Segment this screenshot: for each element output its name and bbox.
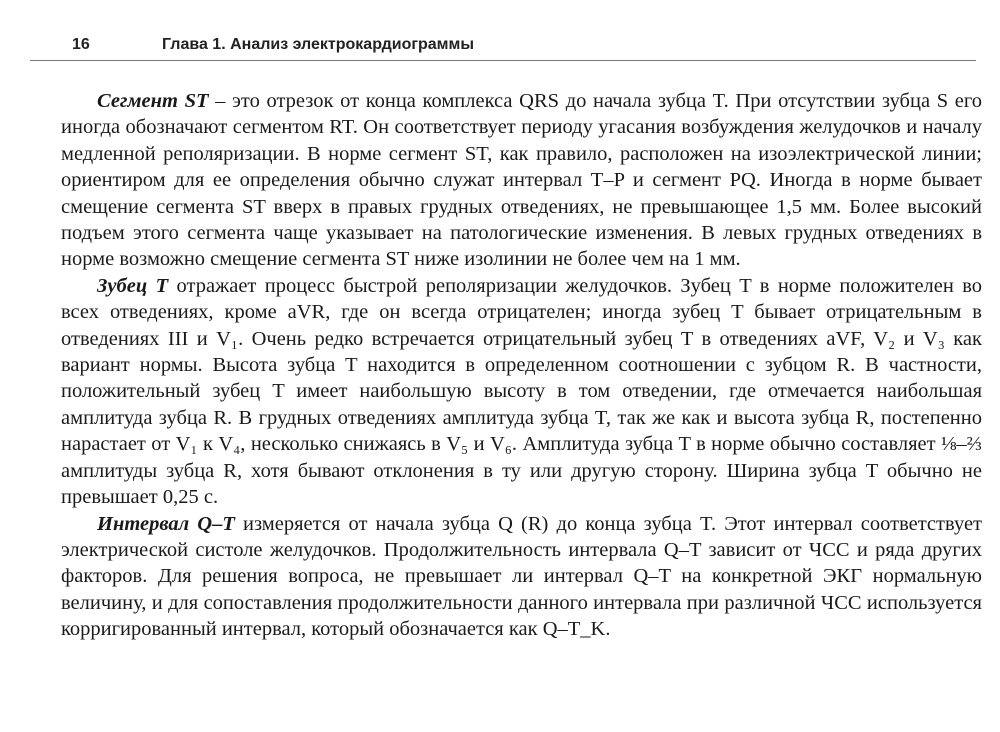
paragraph-text: измеряется от начала зубца Q (R) до конца зубца T. Этот интервал соответствует электрической систоле желудочков. Продолжительность интервала Q–T зависит от ЧСС и ряда других факторов. Для решения вопроса, не превышает ли интервал Q–T на конкретной ЭКГ нормальную величину, и для сопоставления продолжительности данного интервала при различной ЧСС используется корригированный интервал, который обозначается как Q–T_K. — [61, 512, 983, 641]
term-st-segment: Сегмент ST — [97, 90, 209, 112]
paragraph-text: отражает процесс быстрой реполяризации желудочков. Зубец T в норме положителен во всех отведениях, кроме aVR, где он всегда отрицателен; иногда зубец T бывает отрицательным в отведениях III и V₁. Очень редко встречается отрицательный зубец T в отведениях aVF, V₂ и V₃ как вариант нормы. Высота зубца T находится в определенном соотношении с зубцом R. В частности, положительный зубец T имеет наибольшую высоту в том отведении, где отмечается наибольшая амплитуда зубца R. В грудных отведениях амплитуда зубца T, так же как и высота зубца R, постепенно нарастает от V₁ к V₄, несколько снижаясь в V₅ и V₆. Амплитуда зубца T в норме обычно составляет ⅛–⅔ амплитуды зубца R, хотя бывают отклонения в ту или другую сторону. Ширина зубца T обычно не превышает 0,25 с. — [61, 274, 983, 509]
term-t-wave: Зубец T — [97, 274, 169, 297]
paragraph-text: – это отрезок от конца комплекса QRS до начала зубца T. При отсутствии зубца S его иногда обозначают сегментом RT. Он соответствует периоду угасания возбуждения желудочков и началу медленной реполяризации. В норме сегмент ST, как правило, расположен на изоэлектрической линии; ориентиром для ее определения обычно служат интервал T–P и сегмент PQ. Иногда в норме бывает смещение сегмента ST вверх в правых грудных отведениях, не превышающее 1,5 мм. Более высокий подъем этого сегмента чаще указывает на патологические изменения. В левых грудных отведениях в норме возможно смещение сегмента ST ниже изолинии не более чем на 1 мм. — [61, 90, 983, 271]
chapter-title: Глава 1. Анализ электрокардиограммы — [162, 36, 475, 53]
paragraph-st-segment — [61, 88, 982, 273]
header-divider — [30, 60, 976, 61]
paragraph-qt-interval — [61, 511, 982, 643]
paragraph-t-wave — [61, 273, 982, 511]
body-text — [61, 88, 982, 643]
running-header — [30, 30, 980, 60]
term-qt-interval: Интервал Q–T — [97, 512, 235, 535]
page-number: 16 — [72, 36, 90, 53]
